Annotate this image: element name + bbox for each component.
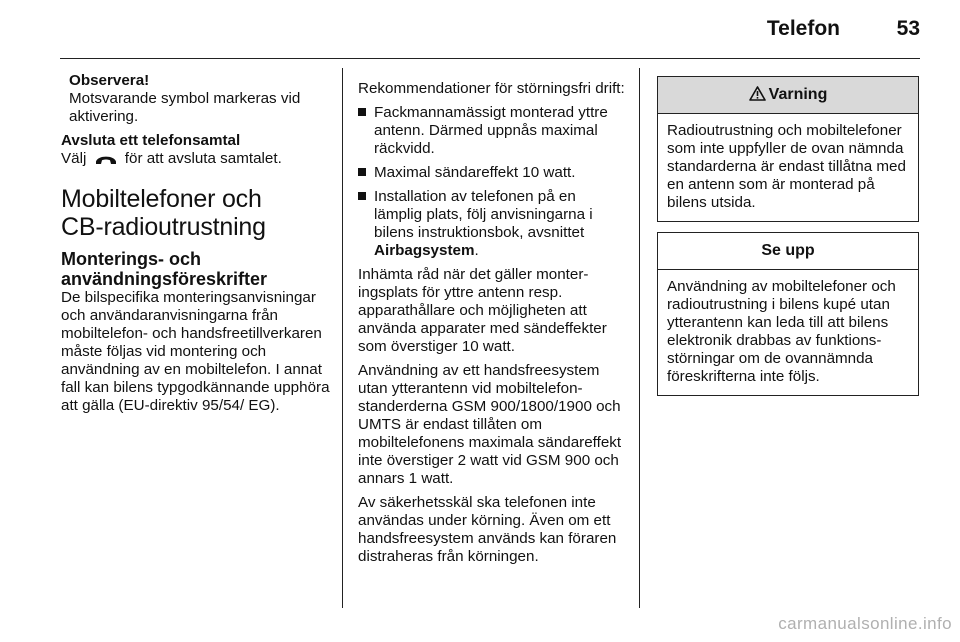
list-item-text: Fackmannamässigt monterad yttre antenn. Därmed uppnås maximal räckvidd.: [374, 104, 608, 157]
airbag-reference: Airbagsystem: [374, 242, 475, 259]
subsection-title-line1: Monterings- och: [61, 249, 201, 269]
watermark: carmanualsonline.info: [778, 614, 952, 633]
note-text: Motsvarande symbol markeras vid aktivering.: [69, 90, 301, 125]
warning-title: Varning: [768, 86, 828, 103]
warning-header: [658, 77, 918, 114]
recommendations-list: [358, 104, 628, 260]
list-item: [358, 164, 628, 182]
bullet-icon: [358, 192, 366, 200]
warning-box: [657, 76, 919, 222]
list-item-end: .: [474, 242, 479, 259]
column-right: [657, 76, 919, 406]
list-item-text: Maximal sändareffekt 10 watt.: [374, 164, 576, 181]
header-divider: [60, 58, 920, 59]
end-call-heading: Avsluta ett telefonsamtal: [61, 132, 241, 149]
warning-text: Radioutrustning och mobiltelefoner som inte uppfyller de ovan nämnda standarderna är endast tillåtna med en antenn som är monterad på bilens utsida.: [667, 122, 906, 211]
note-title: Observera!: [69, 72, 150, 89]
bullet-icon: [358, 108, 366, 116]
list-item-text: Installation av telefonen på en lämplig plats, följ anvisningarna i bilens instruktionsbok, avsnittet: [374, 188, 593, 241]
recommendations-intro: Rekommendationer för störningsfri drift:: [358, 80, 625, 97]
end-call-text-after: för att avsluta samtalet.: [124, 150, 282, 167]
subsection-title: [61, 249, 333, 289]
section-title-line1: Mobiltelefoner och: [61, 185, 262, 213]
column-divider-1: [342, 68, 343, 608]
caution-box: [657, 232, 919, 396]
bullet-icon: [358, 168, 366, 176]
handsfree-text: Användning av ett handsfreesystem utan ytterantenn vid mobiltelefonstanderderna GSM 900/1800/1900 och UMTS är endast tillåten om mobiltelefonens maximala sändareffekt inte överstiger 2 watt vid GSM 900 och annars 1 watt.: [358, 362, 622, 487]
column-left: [61, 72, 333, 421]
list-item: [358, 104, 628, 158]
list-item: [358, 188, 628, 260]
caution-text: Användning av mobiltelefoner och radioutrustning i bilens kupé utan ytterantenn kan leda till att bilens elektronik drabbas av funktionsstörningar om de ovannämnda föreskrifterna inte följs.: [667, 278, 896, 385]
mounting-advice-text: Inhämta råd när det gäller monteringsplats för yttre antenn resp. apparathållare och möjligheten att använda apparater med sändeffekter som överstiger 10 watt.: [358, 266, 607, 355]
installation-rules-text: De bilspecifika monteringsanvisningar och användaranvisningarna från mobiltelefon- och handsfreetillverkaren måste följas vid montering och användning av en mobiltelefon. I annat fall kan bilens typgodkännande upphöra att gälla (EU-direktiv 95/54/ EG).: [61, 289, 330, 414]
section-title: [61, 185, 333, 241]
column-middle: [358, 80, 628, 572]
warning-triangle-icon: [749, 79, 766, 115]
subsection-title-line2: användningsföreskrifter: [61, 269, 268, 289]
header-title: Telefon: [766, 17, 840, 40]
end-call-text-before: Välj: [61, 150, 87, 167]
column-divider-2: [639, 68, 640, 608]
phone-hangup-icon: [95, 153, 117, 171]
safety-text: Av säkerhetsskäl ska telefonen inte användas under körning. Även om ett handsfreesystem används kan föraren distraheras från körningen.: [358, 494, 617, 565]
note-block: [61, 72, 333, 126]
caution-header: Se upp: [658, 233, 918, 270]
end-call-instruction: [61, 150, 333, 171]
section-title-line2: CB-radioutrustning: [61, 213, 266, 241]
page-number: 53: [896, 17, 920, 40]
